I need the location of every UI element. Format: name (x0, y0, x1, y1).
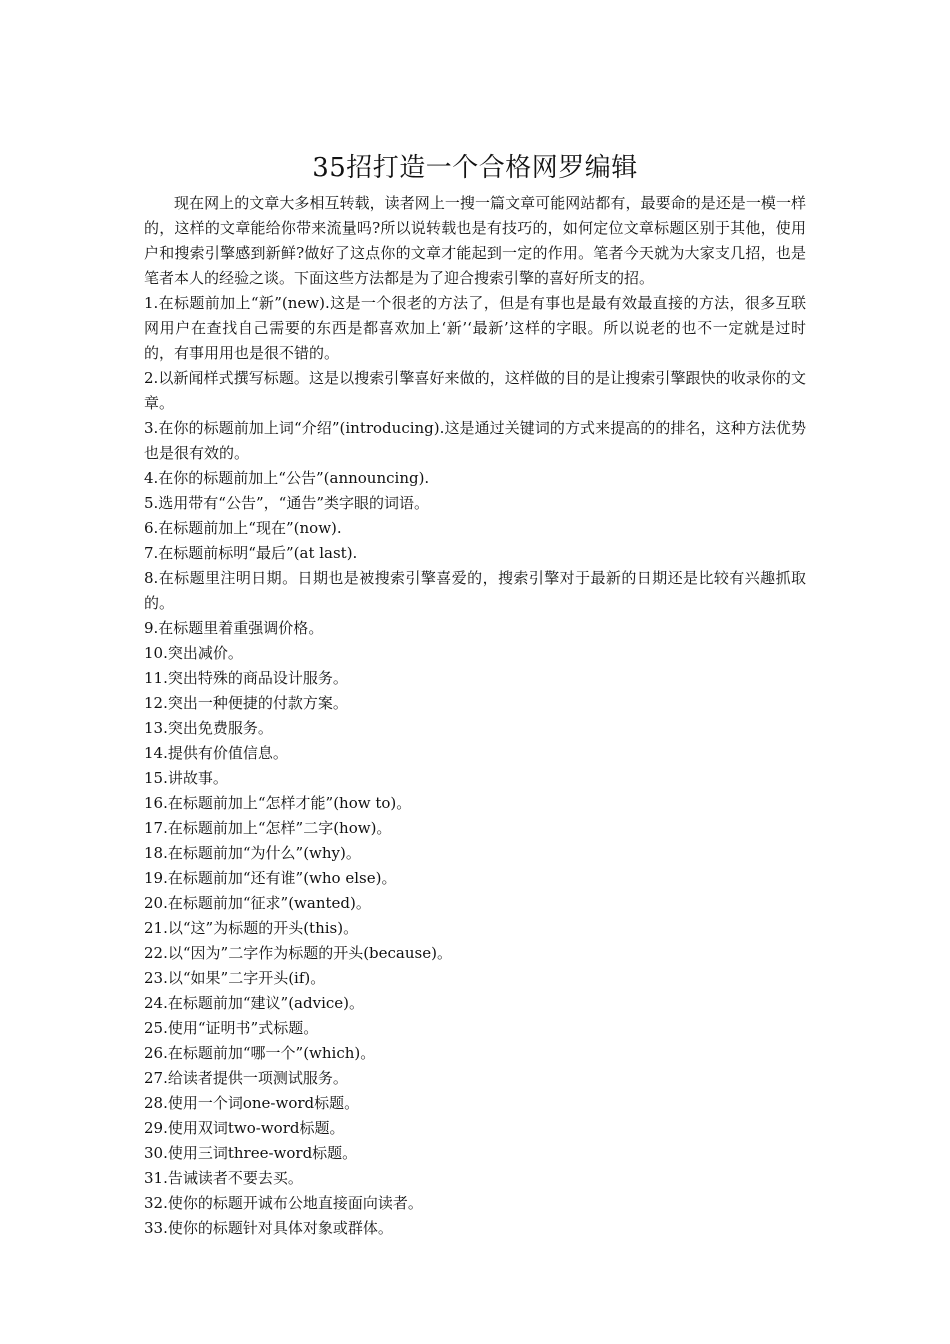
list-item: 17.在标题前加上“怎样”二字(how)。 (144, 819, 392, 837)
list-item: 8.在标题里注明日期。日期也是被搜索引擎喜爱的，搜索引擎对于最新的日期还是比较有兴趣抓取的。 (144, 569, 806, 612)
list-item: 28.使用一个词one-word标题。 (144, 1094, 360, 1112)
list-item: 16.在标题前加上“怎样才能”(how to)。 (144, 794, 412, 812)
list-item: 21.以“这”为标题的开头(this)。 (144, 919, 359, 937)
list-item: 7.在标题前标明“最后”(at last). (144, 544, 358, 562)
list-item: 10.突出减价。 (144, 644, 243, 662)
list-item: 15.讲故事。 (144, 769, 228, 787)
list-item: 5.选用带有“公告”，“通告”类字眼的词语。 (144, 494, 429, 512)
list-item: 3.在你的标题前加上词“介绍”(introducing).这是通过关键词的方式来提高的的排名，这种方法优势也是很有效的。 (144, 419, 806, 462)
tips-list (144, 291, 806, 1241)
list-item: 24.在标题前加“建议”(advice)。 (144, 994, 364, 1012)
list-item: 11.突出特殊的商品设计服务。 (144, 669, 348, 687)
list-item: 30.使用三词three-word标题。 (144, 1144, 358, 1162)
list-item: 1.在标题前加上“新”(new).这是一个很老的方法了，但是有事也是最有效最直接的方法，很多互联网用户在查找自己需要的东西是都喜欢加上‘新’‘最新’这样的字眼。所以说老的也不一定就是过时的，有事用用也是很不错的。 (144, 294, 806, 362)
intro-paragraph: 现在网上的文章大多相互转载，读者网上一搜一篇文章可能网站都有，最要命的是还是一模一样的，这样的文章能给你带来流量吗?所以说转载也是有技巧的，如何定位文章标题区别于其他，使用户和搜索引擎感到新鲜?做好了这点你的文章才能起到一定的作用。笔者今天就为大家支几招，也是笔者本人的经验之谈。下面这些方法都是为了迎合搜索引擎的喜好所支的招。 (144, 194, 806, 287)
list-item: 22.以“因为”二字作为标题的开头(because)。 (144, 944, 452, 962)
list-item: 26.在标题前加“哪一个”(which)。 (144, 1044, 376, 1062)
document-page (144, 150, 806, 1241)
list-item: 25.使用“证明书”式标题。 (144, 1019, 319, 1037)
list-item: 12.突出一种便捷的付款方案。 (144, 694, 348, 712)
list-item: 33.使你的标题针对具体对象或群体。 (144, 1219, 393, 1237)
list-item: 6.在标题前加上“现在”(now). (144, 519, 342, 537)
list-item: 27.给读者提供一项测试服务。 (144, 1069, 348, 1087)
list-item: 18.在标题前加“为什么”(why)。 (144, 844, 361, 862)
list-item: 31.告诫读者不要去买。 (144, 1169, 303, 1187)
list-item: 23.以“如果”二字开头(if)。 (144, 969, 326, 987)
list-item: 2.以新闻样式撰写标题。这是以搜索引擎喜好来做的，这样做的目的是让搜索引擎跟快的收录你的文章。 (144, 369, 806, 412)
list-item: 20.在标题前加“征求”(wanted)。 (144, 894, 371, 912)
list-item: 29.使用双词two-word标题。 (144, 1119, 345, 1137)
list-item: 14.提供有价值信息。 (144, 744, 288, 762)
document-title: 35招打造一个合格网罗编辑 (312, 153, 638, 183)
list-item: 9.在标题里着重强调价格。 (144, 619, 324, 637)
list-item: 19.在标题前加“还有谁”(who else)。 (144, 869, 397, 887)
list-item: 4.在你的标题前加上“公告”(announcing). (144, 469, 430, 487)
list-item: 13.突出免费服务。 (144, 719, 273, 737)
list-item: 32.使你的标题开诚布公地直接面向读者。 (144, 1194, 423, 1212)
